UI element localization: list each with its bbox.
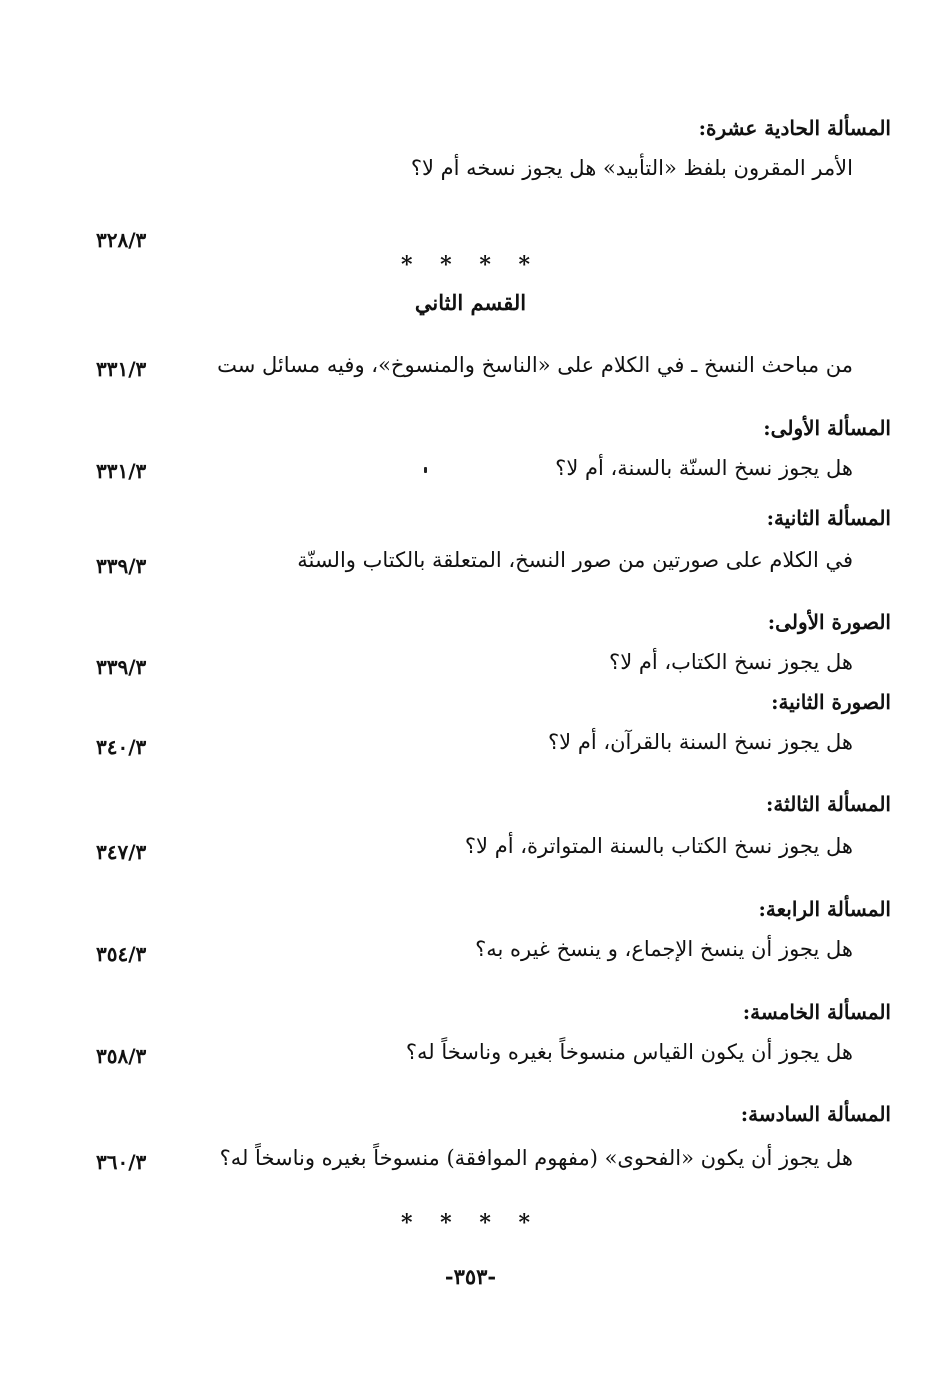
page-ref-issue-6: ٣٦٠/٣ <box>96 1150 147 1174</box>
page-ref-intro: ٣٣١/٣ <box>96 357 147 381</box>
entry-text-issue-3: هل يجوز نسخ الكتاب بالسنة المتواترة، أم لا؟ <box>464 834 853 858</box>
page-ref-issue-5: ٣٥٨/٣ <box>96 1044 147 1068</box>
heading-issue-3: المسألة الثالثة: <box>766 792 891 816</box>
entry-text-issue-4: هل يجوز أن ينسخ الإجماع، و ينسخ غيره به؟ <box>475 937 853 961</box>
heading-issue-2: المسألة الثانية: <box>766 506 891 530</box>
page-ref-issue-2: ٣٣٩/٣ <box>96 554 147 578</box>
entry-text-issue-11: الأمر المقرون بلفظ «التأبيد» هل يجوز نسخه أم لا؟ <box>410 156 853 180</box>
heading-form-2: الصورة الثانية: <box>771 690 891 714</box>
section-divider-top: * * * * <box>401 252 540 278</box>
entry-text-intro: من مباحث النسخ ـ في الكلام على «الناسخ والمنسوخ»، وفيه مسائل ست <box>217 353 853 377</box>
entry-text-issue-2: في الكلام على صورتين من صور النسخ، المتعلقة بالكتاب والسنّة <box>297 548 853 572</box>
heading-issue-6: المسألة السادسة: <box>740 1102 891 1126</box>
entry-text-form-1: هل يجوز نسخ الكتاب، أم لا؟ <box>609 650 853 674</box>
heading-issue-11: المسألة الحادية عشرة: <box>698 116 891 140</box>
entry-text-issue-6: هل يجوز أن يكون «الفحوى» (مفهوم الموافقة) منسوخاً بغيره وناسخاً له؟ <box>219 1146 853 1170</box>
page-ref-issue-11: ٣٢٨/٣ <box>96 228 147 252</box>
page-ref-issue-4: ٣٥٤/٣ <box>96 942 147 966</box>
entry-text-issue-5: هل يجوز أن يكون القياس منسوخاً بغيره وناسخاً له؟ <box>405 1040 853 1064</box>
part-title: القسم الثاني <box>414 290 527 315</box>
page-number: -٣٥٣- <box>444 1264 497 1289</box>
page-ref-form-2: ٣٤٠/٣ <box>96 735 147 759</box>
entry-text-form-2: هل يجوز نسخ السنة بالقرآن، أم لا؟ <box>548 730 853 754</box>
page-ref-issue-1: ٣٣١/٣ <box>96 459 147 483</box>
print-speck <box>424 467 427 473</box>
section-divider-bottom: * * * * <box>401 1210 540 1236</box>
page-ref-issue-3: ٣٤٧/٣ <box>96 840 147 864</box>
heading-issue-1: المسألة الأولى: <box>763 416 891 440</box>
heading-issue-5: المسألة الخامسة: <box>742 1000 891 1024</box>
heading-issue-4: المسألة الرابعة: <box>758 897 891 921</box>
heading-form-1: الصورة الأولى: <box>767 610 891 634</box>
entry-text-issue-1: هل يجوز نسخ السنّة بالسنة، أم لا؟ <box>555 456 853 480</box>
page-ref-form-1: ٣٣٩/٣ <box>96 655 147 679</box>
